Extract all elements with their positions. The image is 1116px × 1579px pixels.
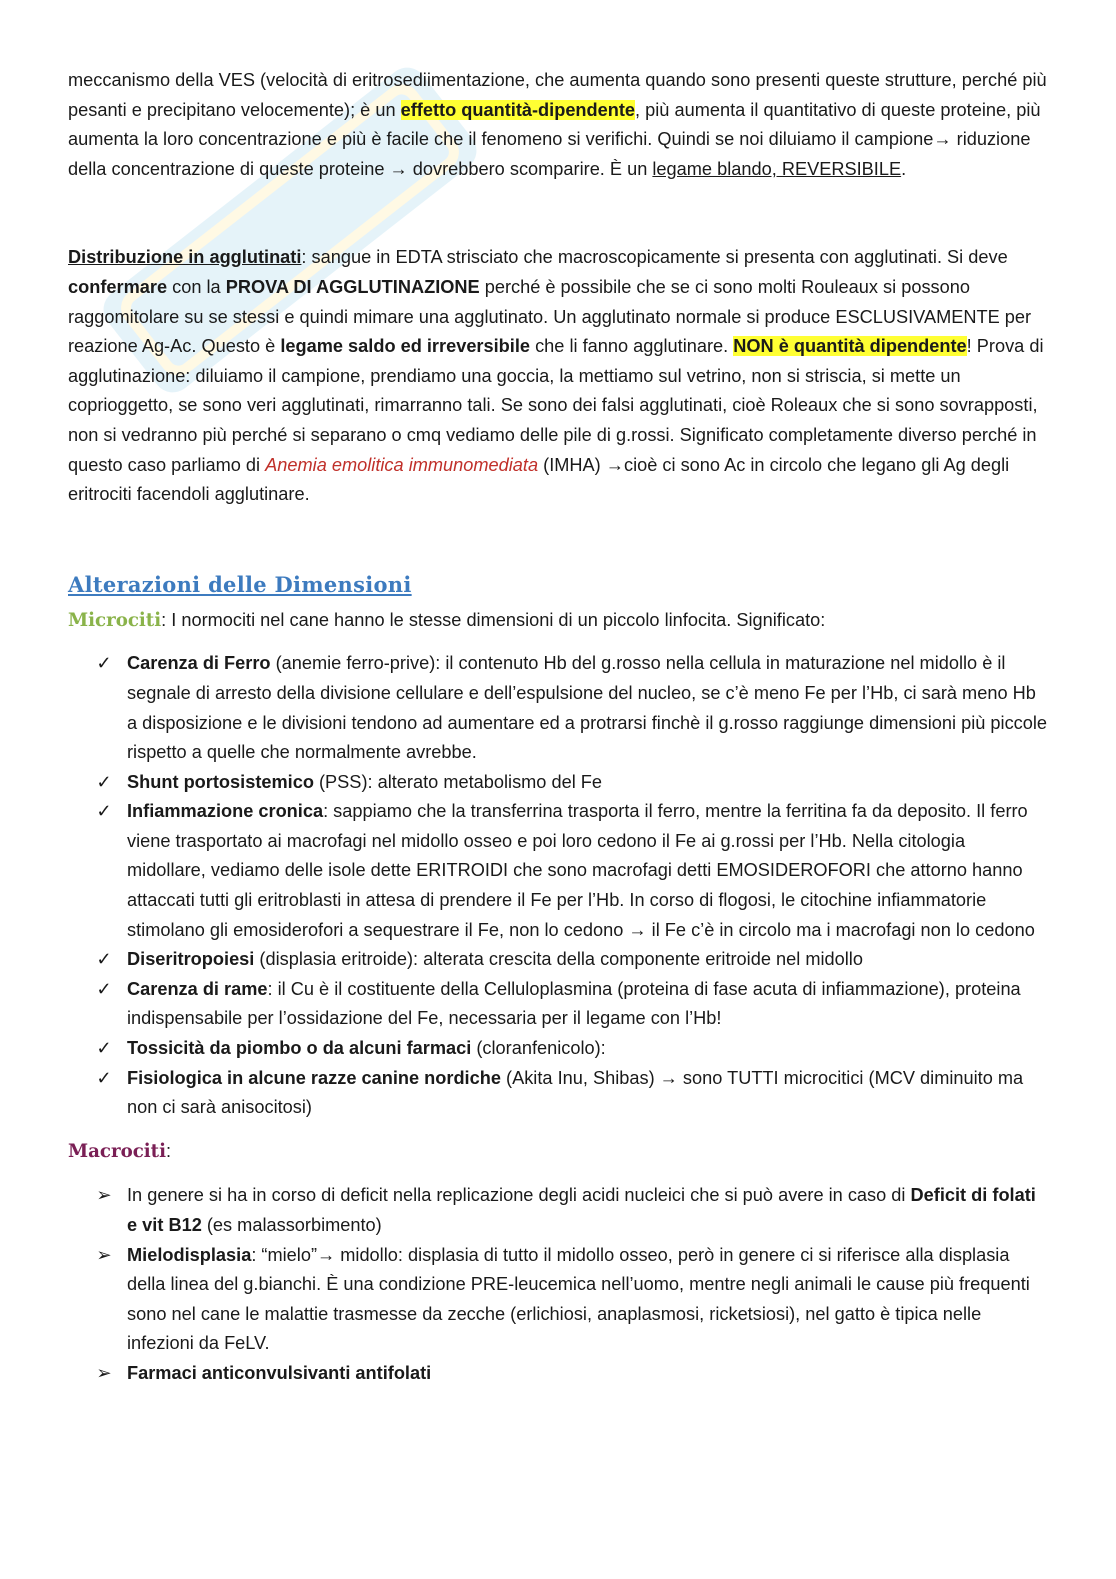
list-item	[68, 797, 1048, 945]
arrow-icon: →	[389, 158, 408, 179]
list-item	[68, 1359, 1048, 1389]
text: (es malassorbimento)	[201, 1215, 382, 1235]
text: ! Prova di agglutinazione: diluiamo il campione, prendiamo una goccia, la mettiamo sul vetrino, non si striscia, si mette un coprioggetto, se sono veri agglutinati, rimarranno tali. Se sono dei falsi agglutinati, cioè Roleaux che si sono sovrapposti, non si vedranno più perché si separano o cmq vediamo delle pile di g.rossi. Significato completamente diverso perché in questo caso parliamo di	[68, 336, 1044, 475]
microciti-list	[68, 649, 1048, 1123]
text: cioè ci sono Ac in circolo che legano gli Ag degli eritrociti facendoli agglutinare.	[68, 454, 1010, 505]
text: , più aumenta il quantitativo di queste proteine, più aumenta la loro concentrazione e più è facile che il fenomeno si verifichi. Quindi se noi diluiamo il campione	[68, 99, 1041, 150]
bold-text: confermare	[68, 276, 168, 297]
bold-text: PROVA DI AGGLUTINAZIONE	[225, 276, 480, 297]
list-item	[68, 1064, 1048, 1123]
list-item	[68, 945, 1048, 975]
bold-text: Carenza di rame	[127, 978, 268, 999]
list-item	[68, 1181, 1048, 1240]
text: dovrebbero scomparire. È un	[407, 158, 653, 179]
text: riduzione della concentrazione di queste proteine	[68, 129, 1031, 179]
text: meccanismo della VES (velocità di eritrosediimentazione, che aumenta quando sono presenti queste strutture, perché più pesanti e precipitano velocemente); è un	[68, 70, 1047, 120]
checkmark-icon: ✓	[96, 949, 112, 970]
checkmark-icon: ✓	[96, 771, 112, 792]
bold-text: Shunt portosistemico	[127, 771, 314, 792]
text: : I normociti nel cane hanno le stesse dimensioni di un piccolo linfocita. Significato:	[161, 609, 826, 630]
document-page	[68, 66, 1048, 1389]
text: : “mielo”→ midollo: displasia di tutto il midollo osseo, però in genere ci si riferisce alla displasia della linea del g.bianchi. È una condizione PRE-leucemica nell’uomo, mentre negli animali le cause più frequenti sono nel cane le malattie trasmesse da zecche (erlichiosi, anaplasmosi, ricketsiosi), nel gatto è tipica nelle infezioni da FeLV.	[127, 1244, 1030, 1354]
text: (IMHA)	[538, 454, 606, 475]
list-item	[68, 1034, 1048, 1064]
bold-text: Fisiologica in alcune razze canine nordiche	[127, 1067, 501, 1088]
text: In genere si ha in corso di deficit nella replicazione degli acidi nucleici che si può avere in caso di	[127, 1185, 911, 1206]
list-item	[68, 1241, 1048, 1359]
bold-text: Farmaci anticonvulsivanti antifolati	[127, 1362, 432, 1383]
section-title: Alterazioni delle Dimensioni	[68, 571, 412, 597]
checkmark-icon: ✓	[96, 1038, 112, 1059]
text: (anemie ferro-prive): il contenuto Hb del g.rosso nella cellula in maturazione nel midollo è il segnale di arresto della divisione cellulare e dell’espulsione del nucleo, se c’è meno Fe per l’Hb, ci sarà meno Hb a disposizione e le divisioni tendono ad aumentare ed a protrarsi finchè il g.rosso raggiunge dimensioni più piccole rispetto a quelle che normalmente avrebbe.	[127, 653, 1048, 763]
red-italic-imha: Anemia emolitica immunomediata	[265, 454, 539, 475]
text: perché è possibile che se ci sono molti Rouleaux si possono raggomitolare su se stessi e quindi mimare una agglutinato. Un agglutinato normale si produce ESCLUSIVAMENTE per reazione Ag-Ac. Questo è	[68, 276, 1032, 357]
text: (displasia eritroide): alterata crescita della componente eritroide nel midollo	[254, 949, 863, 970]
underlined-reversible: legame blando, REVERSIBILE	[652, 158, 902, 179]
macrociti-label: Macrociti	[68, 1140, 166, 1162]
arrowhead-bullet-icon: ➢	[96, 1362, 112, 1383]
microciti-intro	[68, 606, 1048, 636]
checkmark-icon: ✓	[96, 978, 112, 999]
bold-text: Deficit di folati e vit B12	[127, 1185, 1036, 1235]
macrociti-list	[68, 1181, 1048, 1388]
checkmark-icon: ✓	[96, 653, 112, 674]
text: con la	[167, 276, 226, 297]
arrow-icon: →	[933, 129, 952, 150]
list-item	[68, 649, 1048, 767]
text: (PSS): alterato metabolismo del Fe	[313, 771, 603, 792]
bold-text: Infiammazione cronica	[127, 801, 324, 822]
highlight-not-quantity-dependent: NON è quantità dipendente	[733, 336, 967, 357]
macrociti-heading	[68, 1137, 1048, 1167]
text: : sangue in EDTA strisciato che macroscopicamente si presenta con agglutinati. Si deve	[301, 247, 1008, 268]
paragraph-ves	[68, 66, 1048, 184]
checkmark-icon: ✓	[96, 1067, 112, 1088]
bold-text: Mielodisplasia	[127, 1244, 252, 1265]
paragraph-agglutinati	[68, 243, 1048, 509]
text: : il Cu è il costituente della Celluloplasmina (proteina di fase acuta di infiammazione), proteina indispensabile per l’ossidazione del Fe, necessaria per il legame con l’Hb!	[127, 978, 1021, 1029]
list-item	[68, 975, 1048, 1034]
text: che li fanno agglutinare.	[530, 336, 734, 357]
text: .	[901, 158, 907, 179]
heading-agglutinati: Distribuzione in agglutinati	[68, 247, 302, 268]
list-item	[68, 768, 1048, 798]
text: : sappiamo che la transferrina trasporta il ferro, mentre la ferritina fa da deposito. Il ferro viene trasportato ai macrofagi nel midollo osseo e poi loro cedono il Fe ai g.rossi per l’Hb. Nella citologia midollare, vediamo delle isole dette ERITROIDI che sono macrofagi detti EMOSIDEROFORI che attorno hanno attaccati tutti gli eritroblasti in attesa di prendere il Fe per l’Hb. In corso di flogosi, le citochine infiammatorie stimolano gli emosiderofori a sequestrare il Fe, non lo cedono → il Fe c’è in circolo ma i macrofagi non lo cedono	[127, 801, 1035, 940]
highlight-quantity-dependent: effetto quantità-dipendente	[400, 99, 636, 120]
text: (cloranfenicolo):	[471, 1038, 606, 1059]
arrowhead-bullet-icon: ➢	[96, 1185, 112, 1206]
text: :	[166, 1140, 172, 1161]
checkmark-icon: ✓	[96, 801, 112, 822]
bold-text: Diseritropoiesi	[127, 949, 255, 970]
microciti-label: Microciti	[68, 609, 162, 631]
bold-text: Tossicità da piombo o da alcuni farmaci	[127, 1038, 472, 1059]
arrowhead-bullet-icon: ➢	[96, 1244, 112, 1265]
text: (Akita Inu, Shibas) → sono TUTTI microcitici (MCV diminuito ma non ci sarà anisocitosi)	[127, 1067, 1024, 1118]
arrow-icon: →	[605, 454, 624, 475]
bold-text: Carenza di Ferro	[127, 653, 271, 674]
bold-text: legame saldo ed irreversibile	[280, 336, 531, 357]
